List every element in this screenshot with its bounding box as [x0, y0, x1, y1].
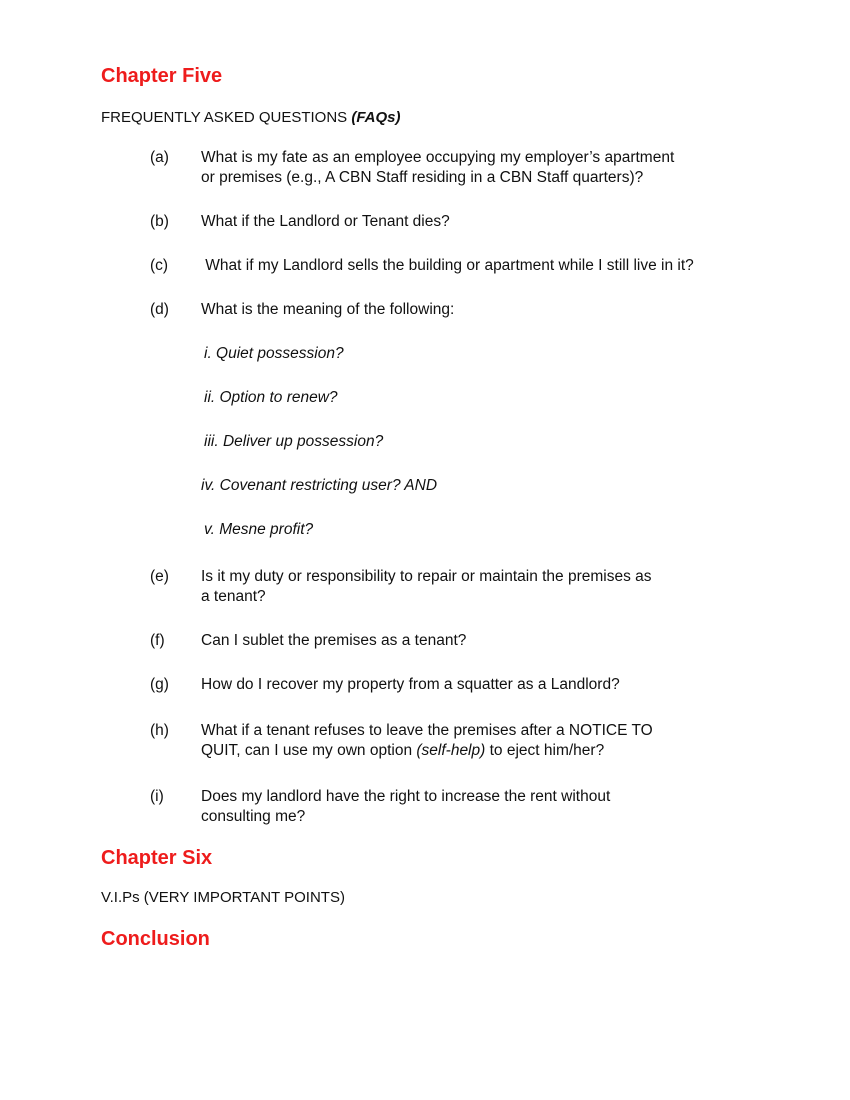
faq-letter: (b)	[150, 213, 169, 230]
faq-letter: (e)	[150, 568, 169, 585]
faq-letter: (i)	[150, 788, 164, 805]
vip-section-title: V.I.Ps (VERY IMPORTANT POINTS)	[101, 889, 345, 906]
faq-question	[201, 787, 761, 827]
faq-section-title	[101, 108, 401, 128]
faq-question: Can I sublet the premises as a tenant?	[201, 632, 467, 649]
faq-question-line: Is it my duty or responsibility to repair or maintain the premises as	[201, 568, 652, 585]
faq-section-title-abbrev: (FAQs)	[351, 109, 401, 126]
faq-letter: (c)	[150, 257, 169, 274]
faq-letter: (h)	[150, 722, 169, 739]
faq-question	[201, 148, 761, 188]
faq-subitem: ii. Option to renew?	[204, 389, 338, 406]
chapter-five-heading: Chapter Five	[101, 65, 223, 87]
faq-question-line: What if a tenant refuses to leave the premises after a NOTICE TO	[201, 722, 653, 739]
chapter-six-heading: Chapter Six	[101, 847, 213, 869]
faq-question-text: QUIT, can I use my own option	[201, 742, 417, 759]
faq-letter: (d)	[150, 301, 169, 318]
faq-subitem: iii. Deliver up possession?	[204, 433, 384, 450]
faq-subitem: v. Mesne profit?	[204, 521, 314, 538]
faq-question-line: What is my fate as an employee occupying my employer’s apartment	[201, 149, 675, 166]
faq-letter: (g)	[150, 676, 169, 693]
faq-question: How do I recover my property from a squatter as a Landlord?	[201, 676, 620, 693]
faq-question-line	[201, 741, 761, 761]
faq-subitem: iv. Covenant restricting user? AND	[201, 477, 438, 494]
faq-question-line: or premises (e.g., A CBN Staff residing in a CBN Staff quarters)?	[201, 169, 644, 186]
faq-section-title-main: FREQUENTLY ASKED QUESTIONS	[101, 109, 352, 126]
faq-question-line: consulting me?	[201, 808, 306, 825]
faq-question-line: Does my landlord have the right to increase the rent without	[201, 788, 611, 805]
conclusion-heading: Conclusion	[101, 928, 210, 950]
faq-question: What is the meaning of the following:	[201, 301, 455, 318]
faq-question: What if the Landlord or Tenant dies?	[201, 213, 450, 230]
faq-question	[201, 721, 761, 761]
faq-question-line: a tenant?	[201, 588, 266, 605]
faq-question: What if my Landlord sells the building or apartment while I still live in it?	[201, 257, 694, 274]
faq-letter: (f)	[150, 632, 165, 649]
faq-subitem: i. Quiet possession?	[204, 345, 344, 362]
faq-question	[201, 567, 761, 607]
faq-question-emphasis: (self-help)	[416, 742, 486, 759]
faq-question-text: to eject him/her?	[485, 742, 605, 759]
faq-letter: (a)	[150, 149, 169, 166]
